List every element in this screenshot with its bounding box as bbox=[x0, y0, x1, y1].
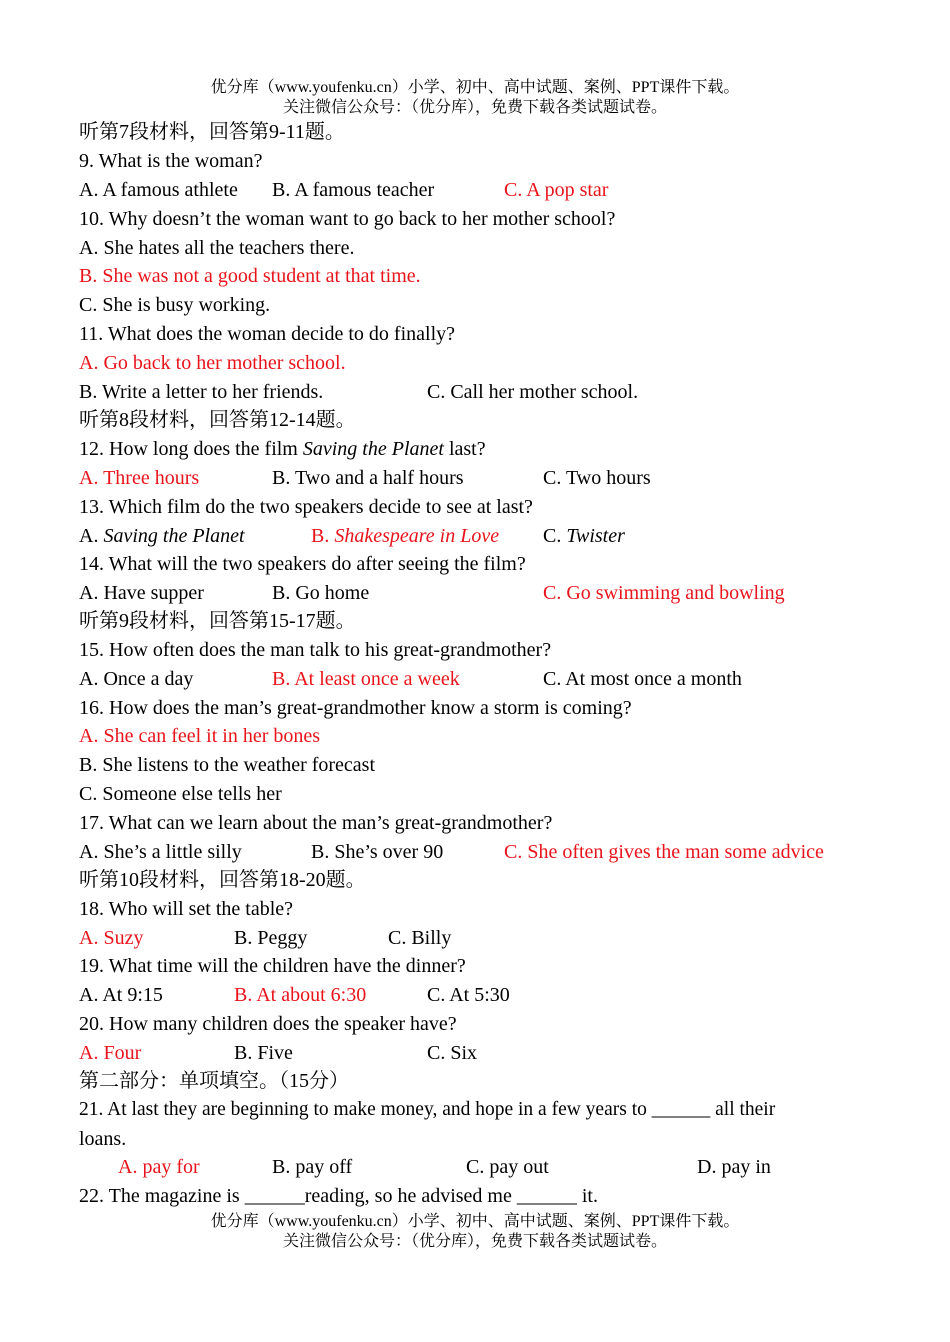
question-20-option-c: C. Six bbox=[427, 1042, 478, 1064]
question-16-option-c: C. Someone else tells her bbox=[79, 783, 282, 805]
header-line-1: 优分库（www.youfenku.cn）小学、初中、高中试题、案例、PPT课件下载。 bbox=[210, 79, 740, 96]
question-10-option-b-answer: B. She was not a good student at that time. bbox=[79, 265, 421, 287]
question-13-option-a bbox=[79, 522, 245, 550]
question-16-option-b: B. She listens to the weather forecast bbox=[79, 754, 376, 776]
question-15-option-b-answer: B. At least once a week bbox=[272, 668, 460, 690]
question-14-option-a: A. Have supper bbox=[79, 582, 204, 604]
question-18-option-a-answer: A. Suzy bbox=[79, 927, 144, 949]
question-11-option-c: C. Call her mother school. bbox=[427, 381, 639, 403]
question-13-option-c-letter: C. bbox=[543, 525, 567, 547]
question-10-option-a: A. She hates all the teachers there. bbox=[79, 237, 355, 259]
part-2-heading: 第二部分：单项填空。（15分） bbox=[79, 1070, 349, 1092]
question-14-option-b: B. Go home bbox=[272, 582, 370, 604]
question-18-stem: 18. Who will set the table? bbox=[79, 898, 294, 920]
question-20-stem: 20. How many children does the speaker have? bbox=[79, 1013, 457, 1035]
question-13-option-b-answer bbox=[311, 522, 499, 550]
question-12-option-c: C. Two hours bbox=[543, 467, 651, 489]
question-11-option-a-answer: A. Go back to her mother school. bbox=[79, 352, 346, 374]
header-line-2: 关注微信公众号：（优分库），免费下载各类试题试卷。 bbox=[282, 99, 667, 116]
question-9-stem: 9. What is the woman? bbox=[79, 150, 263, 172]
question-16-stem: 16. How does the man’s great-grandmother know a storm is coming? bbox=[79, 697, 632, 719]
footer-line-1: 优分库（www.youfenku.cn）小学、初中、高中试题、案例、PPT课件下载。 bbox=[210, 1213, 740, 1230]
section-heading-8: 听第8段材料，回答第12-14题。 bbox=[79, 409, 356, 431]
question-17-stem: 17. What can we learn about the man’s great-grandmother? bbox=[79, 812, 553, 834]
question-21-option-b: B. pay off bbox=[272, 1156, 353, 1178]
question-10-option-c: C. She is busy working. bbox=[79, 294, 271, 316]
question-21-option-c: C. pay out bbox=[466, 1156, 549, 1178]
question-13-option-c bbox=[543, 522, 625, 550]
question-19-option-c: C. At 5:30 bbox=[427, 984, 510, 1006]
question-9-option-a: A. A famous athlete bbox=[79, 179, 238, 201]
question-12-stem bbox=[79, 435, 486, 463]
question-15-stem: 15. How often does the man talk to his great-grandmother? bbox=[79, 639, 552, 661]
question-13-option-c-title: Twister bbox=[566, 525, 625, 547]
question-14-option-c-answer: C. Go swimming and bowling bbox=[543, 582, 785, 604]
question-12-stem-pre: 12. How long does the film bbox=[79, 438, 303, 460]
question-12-stem-post: last? bbox=[443, 438, 486, 460]
section-heading-7: 听第7段材料，回答第9-11题。 bbox=[79, 121, 345, 143]
question-13-option-b-letter: B. bbox=[311, 525, 335, 547]
question-21-option-d: D. pay in bbox=[697, 1156, 771, 1178]
question-19-option-a: A. At 9:15 bbox=[79, 984, 163, 1006]
question-13-option-b-title: Shakespeare in Love bbox=[334, 525, 500, 547]
question-15-option-a: A. Once a day bbox=[79, 668, 194, 690]
question-18-option-c: C. Billy bbox=[388, 927, 452, 949]
question-16-option-a-answer: A. She can feel it in her bones bbox=[79, 725, 321, 747]
question-22-stem: 22. The magazine is ______reading, so he advised me ______ it. bbox=[79, 1185, 598, 1207]
question-17-option-b: B. She’s over 90 bbox=[311, 841, 444, 863]
question-12-option-b: B. Two and a half hours bbox=[272, 467, 464, 489]
question-21-stem-line-1: 21. At last they are beginning to make money, and hope in a few years to ______ all their bbox=[79, 1099, 776, 1120]
question-11-stem: 11. What does the woman decide to do finally? bbox=[79, 323, 456, 345]
question-19-stem: 19. What time will the children have the dinner? bbox=[79, 955, 466, 977]
question-21-stem-line-2: loans. bbox=[79, 1128, 127, 1150]
question-13-option-a-title: Saving the Planet bbox=[103, 525, 245, 547]
section-heading-9: 听第9段材料，回答第15-17题。 bbox=[79, 610, 356, 632]
question-10-stem: 10. Why doesn’t the woman want to go back to her mother school? bbox=[79, 208, 616, 230]
question-17-option-c-answer: C. She often gives the man some advice bbox=[504, 841, 824, 863]
question-21-option-a-answer: A. pay for bbox=[118, 1156, 200, 1178]
question-13-option-a-letter: A. bbox=[79, 525, 104, 547]
question-20-option-b: B. Five bbox=[234, 1042, 293, 1064]
question-13-stem: 13. Which film do the two speakers decide to see at last? bbox=[79, 496, 533, 518]
question-12-film-title: Saving the Planet bbox=[302, 438, 444, 460]
question-19-option-b-answer: B. At about 6:30 bbox=[234, 984, 367, 1006]
question-20-option-a-answer: A. Four bbox=[79, 1042, 142, 1064]
question-15-option-c: C. At most once a month bbox=[543, 668, 742, 690]
question-18-option-b: B. Peggy bbox=[234, 927, 308, 949]
question-17-option-a: A. She’s a little silly bbox=[79, 841, 242, 863]
question-9-option-c-answer: C. A pop star bbox=[504, 179, 609, 201]
footer-line-2: 关注微信公众号：（优分库），免费下载各类试题试卷。 bbox=[282, 1233, 667, 1250]
question-9-option-b: B. A famous teacher bbox=[272, 179, 435, 201]
question-12-option-a-answer: A. Three hours bbox=[79, 467, 200, 489]
section-heading-10: 听第10段材料，回答第18-20题。 bbox=[79, 869, 366, 891]
question-14-stem: 14. What will the two speakers do after seeing the film? bbox=[79, 553, 526, 575]
question-11-option-b: B. Write a letter to her friends. bbox=[79, 381, 324, 403]
